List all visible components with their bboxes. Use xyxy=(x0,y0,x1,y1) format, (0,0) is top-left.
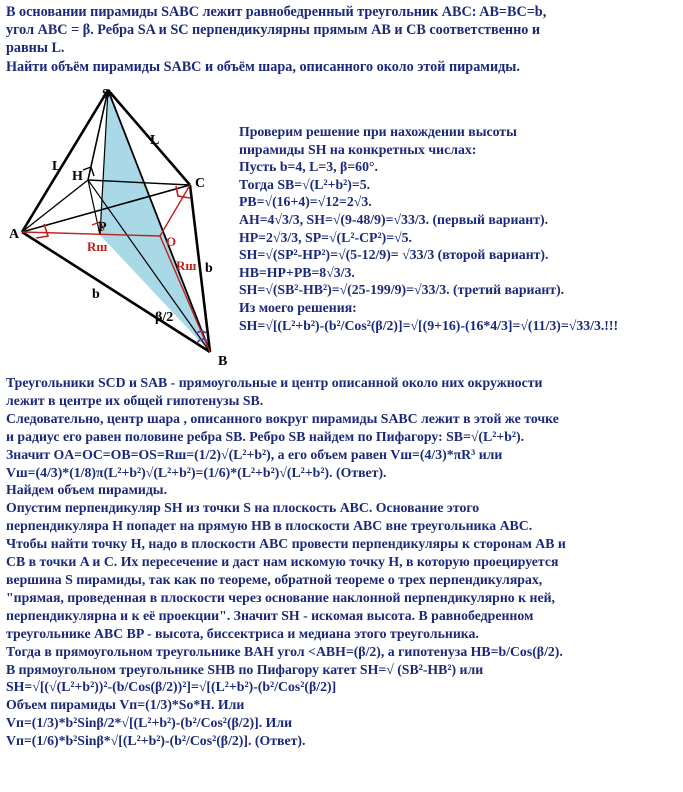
text-line: SH=√(SP²-HP²)=√(5-12/9)= √33/3 (второй вариант). xyxy=(239,247,549,263)
text-line: HP=2√3/3, SP=√(L²-CP²)=√5. xyxy=(239,229,412,245)
label-l-right: L xyxy=(150,133,160,148)
label-b: B xyxy=(218,354,228,369)
label-a: A xyxy=(9,227,20,242)
text-line: и радиус его равен половине ребра SB. Ребро SB найдем по Пифагору: SB=√(L²+b²). xyxy=(6,428,525,444)
text-line: В прямоугольном треугольнике SHB по Пифагору катет SH=√ (SB²-HB²) или xyxy=(6,661,484,677)
text-line: Тогда SB=√(L²+b²)=5. xyxy=(239,176,371,192)
numeric-check xyxy=(239,123,618,334)
text-line: Vп=(1/6)*b²Sinβ*√[(L²+b²)-(b²/Cos²(β/2)]. (Ответ). xyxy=(6,733,306,749)
text-line: Vш=(4/3)*(1/8)π(L²+b²)√(L²+b²)=(1/6)*(L²+b²)√(L²+b²). (Ответ). xyxy=(6,464,387,480)
text-line: В основании пирамиды SABC лежит равнобедренный треугольник ABC: AB=BC=b, xyxy=(6,4,547,20)
text-line: перпендикуляра H попадет на прямую HB в плоскости ABC вне треугольника ABC. xyxy=(6,518,533,534)
label-s: S xyxy=(102,87,110,102)
pyramid-figure xyxy=(0,80,240,380)
label-l-left: L xyxy=(52,159,62,174)
label-p: P xyxy=(98,220,107,235)
label-b-right: b xyxy=(205,261,213,276)
text-line: AH=4√3/3, SH=√(9-48/9)=√33/3. (первый вариант). xyxy=(239,211,549,227)
label-r-left: Rш xyxy=(87,239,108,254)
text-line: Треугольники SCD и SAB - прямоугольные и центр описанной около них окружности xyxy=(6,375,543,390)
text-line: перпендикулярна и к её проекции". Значит SH - искомая высота. В равнобедренном xyxy=(6,607,534,623)
text-line: PB=√(16+4)=√12=2√3. xyxy=(239,194,372,210)
text-line: SH=√[(L²+b²)-(b²/Cos²(β/2)]=√[(9+16)-(16*4/3]=√(11/3)=√33/3.!!! xyxy=(239,317,619,333)
text-line: равны L. xyxy=(6,40,65,57)
text-line: Объем пирамиды Vп=(1/3)*So*H. Или xyxy=(6,697,245,713)
text-line: "прямая, проведенная в плоскости через основание наклонной перпендикулярно к ней, xyxy=(6,589,555,605)
label-beta-half: β/2 xyxy=(155,310,174,325)
solution-text xyxy=(6,374,566,750)
text-line: Из моего решения: xyxy=(239,299,357,315)
text-line: Пусть b=4, L=3, β=60°. xyxy=(239,159,378,175)
label-b-bottom: b xyxy=(92,287,100,302)
problem-statement xyxy=(6,3,546,76)
text-line: Тогда в прямоугольном треугольнике BAH угол <ABH=(β/2), а гипотенуза HB=b/Cos(β/2). xyxy=(6,643,563,659)
text-line: треугольнике ABC BP - высота, биссектриса и медиана этого треугольника. xyxy=(6,625,479,641)
text-line: Найти объём пирамиды SABC и объём шара, описанного около этой пирамиды. xyxy=(6,58,520,75)
segment-ah xyxy=(22,180,88,232)
text-line: угол ABC = β. Ребра SA и SC перпендикулярны прямым AB и CB соответственно и xyxy=(6,22,541,39)
text-line: пирамиды SH на конкретных числах: xyxy=(239,141,477,157)
label-c: C xyxy=(195,176,206,191)
label-r-right: Rш xyxy=(176,258,197,273)
text-line: Значит OA=OC=OB=OS=Rш=(1/2)√(L²+b²), а его объем равен Vш=(4/3)*πR³ или xyxy=(6,446,503,462)
text-line: HB=HP+PB=8√3/3. xyxy=(239,264,355,280)
text-line: вершина S пирамиды, так как по теореме, обратной теореме о трех перпендикулярах, xyxy=(6,571,543,587)
text-line: Найдем объем пирамиды. xyxy=(6,482,168,498)
text-line: Чтобы найти точку H, надо в плоскости ABC провести перпендикуляры к сторонам AB и xyxy=(6,536,566,552)
text-line: Следовательно, центр шара , описанного вокруг пирамиды SABC лежит в этой же точке xyxy=(6,410,559,426)
text-line: Проверим решение при нахождении высоты xyxy=(239,124,517,139)
text-line: Опустим перпендикуляр SH из точки S на плоскость ABC. Основание этого xyxy=(6,500,480,516)
text-line: CB в точки A и C. Их пересечение и даст нам искомую точку H, в которую проецируется xyxy=(6,554,559,570)
text-line: SH=√(SB²-HB²)=√(25-199/9)=√33/3. (третий вариант). xyxy=(239,282,565,298)
text-line: Vп=(1/3)*b²Sinβ/2*√[(L²+b²)-(b²/Cos²(β/2)]. Или xyxy=(6,715,293,731)
text-line: SH=√[(√(L²+b²))²-(b/Cos(β/2))²]=√[(L²+b²)-(b²/Cos²(β/2)] xyxy=(6,679,337,695)
label-h: H xyxy=(72,169,83,184)
text-line: лежит в центре их общей гипотенузы SB. xyxy=(6,392,264,408)
label-o: O xyxy=(166,234,177,249)
